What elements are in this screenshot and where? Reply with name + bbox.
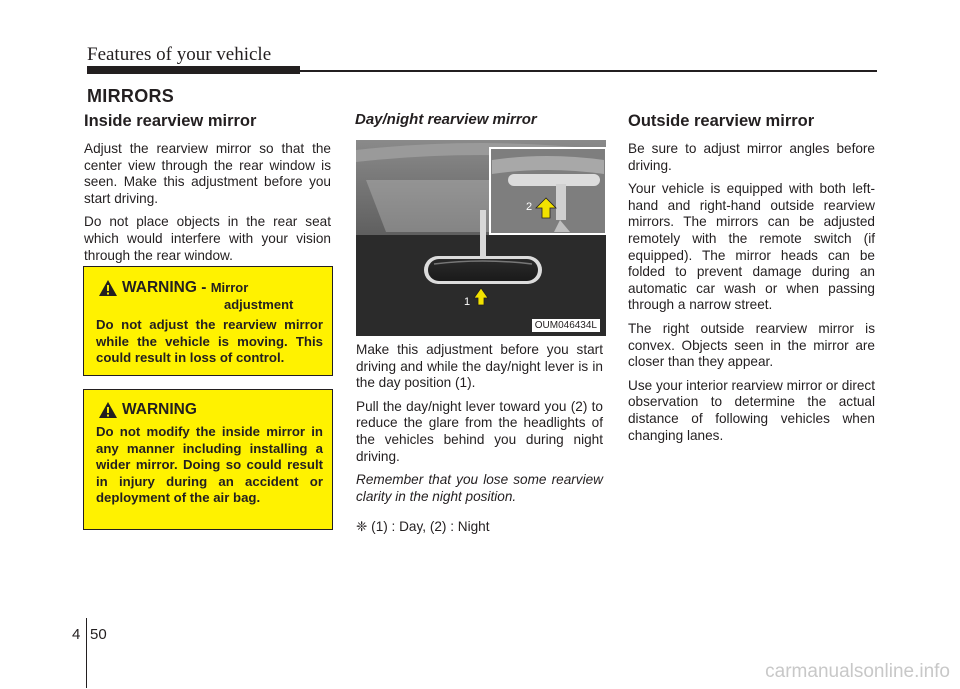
daynight-section	[356, 342, 603, 543]
warning-box-modify-mirror	[83, 389, 333, 530]
outside-mirror-section	[628, 112, 875, 451]
warning-label	[122, 279, 248, 297]
daynight-heading	[355, 111, 537, 128]
daynight-paragraph: Make this adjustment before you start driving and while the day/night lever is in the day position (1).	[356, 342, 603, 391]
warning-triangle-icon	[98, 279, 118, 297]
outside-mirror-paragraph: Use your interior rearview mirror or direct observation to determine the actual distance of following vehicles when changing lanes.	[628, 377, 876, 443]
warning-box-mirror-adjustment	[83, 266, 333, 376]
warning-subject: Mirror	[210, 280, 249, 295]
watermark: carmanualsonline.info	[765, 661, 950, 682]
inside-mirror-paragraph: Do not place objects in the rear seat which would interfere with your vision through the rear window.	[84, 214, 331, 263]
mirror-illustration	[356, 140, 606, 336]
warning-subject-line2: adjustment	[224, 297, 294, 312]
page-number: 50	[90, 626, 107, 643]
inside-mirror-paragraph: Adjust the rearview mirror so that the center view through the rear window is seen. Make this adjustment before you start driving.	[84, 141, 331, 206]
section-title: MIRRORS	[87, 86, 175, 106]
daynight-paragraph: Pull the day/night lever toward you (2) to reduce the glare from the headlights of the vehicles behind you during night driving.	[356, 398, 603, 464]
warning-body: Do not modify the inside mirror in any manner including installing a wider mirror. Doing so could result in injury during an accident or deployment of the air bag.	[96, 424, 323, 506]
callout-1: 1	[464, 296, 471, 308]
warning-label-text: WARNING -	[122, 279, 207, 296]
chapter-title: Features of your vehicle	[87, 44, 272, 65]
footer-rule	[86, 618, 87, 688]
header-bar	[87, 66, 300, 74]
warning-triangle-icon	[98, 401, 118, 419]
page-chapter: 4	[72, 626, 81, 643]
daynight-legend: ❈ (1) : Day, (2) : Night	[356, 519, 490, 535]
rearview-mirror-figure	[356, 140, 606, 336]
callout-2: 2	[526, 201, 533, 213]
daynight-italic-note: Remember that you lose some rearview clarity in the night position.	[356, 472, 603, 504]
warning-body: Do not adjust the rearview mirror while the vehicle is moving. This could result in loss of control.	[96, 317, 323, 366]
figure-code: OUM046434L	[532, 319, 600, 332]
inside-mirror-heading: Inside rearview mirror	[84, 112, 257, 130]
outside-mirror-paragraph: Be sure to adjust mirror angles before driving.	[628, 141, 875, 173]
header-rule	[300, 70, 877, 72]
outside-mirror-paragraph: Your vehicle is equipped with both left-hand and right-hand outside rearview mirrors. The mirrors can be adjusted remotely with the remote switch (if equipped). The mirror heads can be folded to prevent damage during an automatic car wash or when passing through a narrow street.	[628, 181, 875, 313]
daynight-heading-text: Day/night rearview mirror	[355, 111, 537, 128]
warning-label: WARNING	[122, 401, 197, 418]
outside-mirror-heading: Outside rearview mirror	[628, 112, 815, 130]
outside-mirror-paragraph: The right outside rearview mirror is convex. Objects seen in the mirror are closer than they appear.	[628, 320, 875, 370]
inside-mirror-section	[84, 112, 331, 271]
